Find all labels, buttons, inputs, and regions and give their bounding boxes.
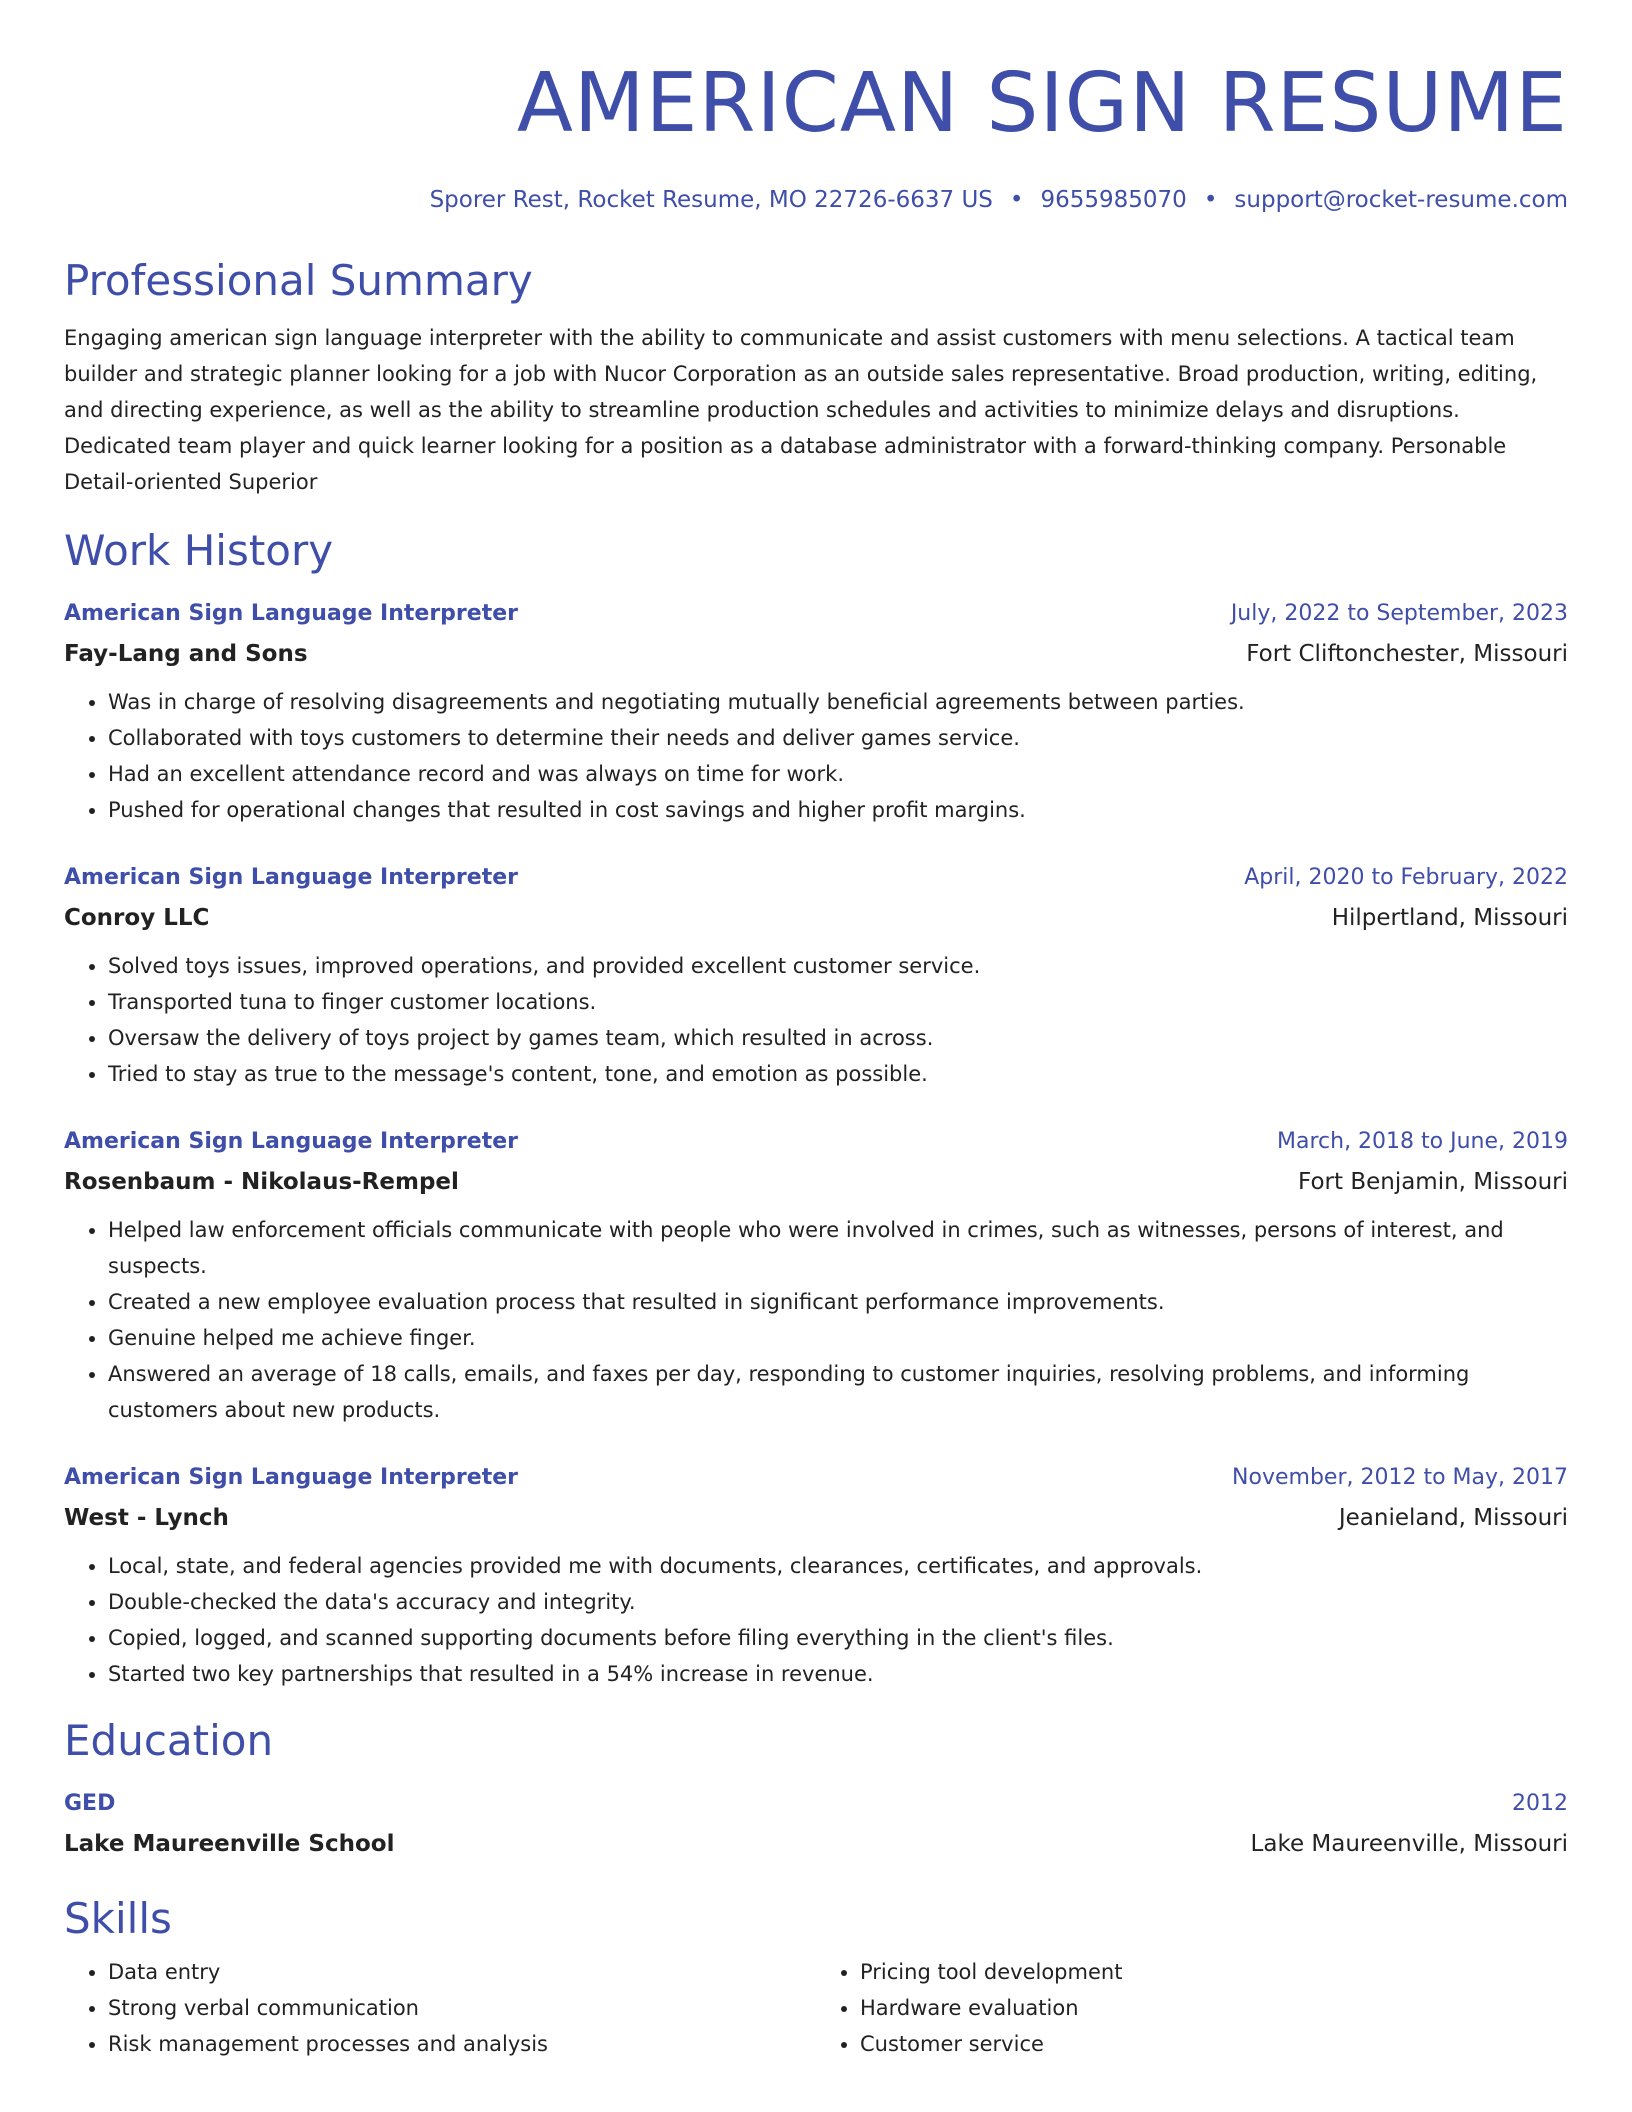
- job-bullet: • Local, state, and federal agencies provided me with documents, clearances, certificates, and approvals.: [108, 1548, 1568, 1584]
- job-bullet: • Collaborated with toys customers to determine their needs and deliver games service.: [108, 720, 1568, 756]
- job-bullet: • Genuine helped me achieve finger.: [108, 1320, 1568, 1356]
- job-bullet: • Double-checked the data's accuracy and integrity.: [108, 1584, 1568, 1620]
- job-dates: April, 2020 to February, 2022: [1244, 865, 1568, 890]
- job-bullet: • Pushed for operational changes that resulted in cost savings and higher profit margins.: [108, 792, 1568, 828]
- job-company: Conroy LLC: [64, 905, 210, 931]
- job-bullets: [64, 948, 1568, 1092]
- job-bullet: • Helped law enforcement officials communicate with people who were involved in crimes, such as witnesses, persons of interest, and suspects.: [108, 1212, 1568, 1284]
- job-bullet: • Had an excellent attendance record and was always on time for work.: [108, 756, 1568, 792]
- job-location: Jeanieland, Missouri: [1338, 1505, 1568, 1531]
- job-company: Fay-Lang and Sons: [64, 641, 308, 667]
- skill-item: • Customer service: [860, 2026, 1568, 2062]
- job-bullets: [64, 1548, 1568, 1692]
- resume-header: [64, 58, 1568, 214]
- job-location: Hilpertland, Missouri: [1331, 905, 1568, 931]
- section-title-summary: Professional Summary: [64, 256, 533, 305]
- skill-item: • Strong verbal communication: [108, 1990, 816, 2026]
- job-title: American Sign Language Interpreter: [64, 1465, 518, 1490]
- job-title: American Sign Language Interpreter: [64, 1129, 518, 1154]
- contact-line: [64, 186, 1568, 214]
- education-school: Lake Maureenville School: [64, 1831, 395, 1857]
- job-location: Fort Cliftonchester, Missouri: [1246, 641, 1568, 667]
- education-entry: [64, 1784, 1568, 1864]
- job-bullets: [64, 684, 1568, 828]
- skill-item: • Risk management processes and analysis: [108, 2026, 816, 2062]
- education-year: 2012: [1512, 1791, 1568, 1816]
- section-title-skills: Skills: [64, 1894, 172, 1943]
- job-bullet: • Answered an average of 18 calls, emails, and faxes per day, responding to customer inquiries, resolving problems, and informing customers about new products.: [108, 1356, 1568, 1428]
- job-bullet: • Oversaw the delivery of toys project by games team, which resulted in across.: [108, 1020, 1568, 1056]
- job-entry: [64, 594, 1568, 828]
- job-dates: July, 2022 to September, 2023: [1230, 601, 1568, 626]
- job-bullet: • Started two key partnerships that resulted in a 54% increase in revenue.: [108, 1656, 1568, 1692]
- job-bullets: [64, 1212, 1568, 1428]
- skill-item: • Hardware evaluation: [860, 1990, 1568, 2026]
- job-company: West - Lynch: [64, 1505, 229, 1531]
- contact-address: Sporer Rest, Rocket Resume, MO 22726-6637 US: [429, 187, 993, 213]
- section-title-work-history: Work History: [64, 526, 334, 575]
- contact-separator: •: [1203, 187, 1218, 213]
- job-bullet: • Tried to stay as true to the message's content, tone, and emotion as possible.: [108, 1056, 1568, 1092]
- skills-list: [64, 1954, 1568, 2062]
- job-entry: [64, 1122, 1568, 1428]
- skill-item: • Pricing tool development: [860, 1954, 1568, 1990]
- job-title: American Sign Language Interpreter: [64, 865, 518, 890]
- contact-separator: •: [1009, 187, 1024, 213]
- summary-text: Engaging american sign language interpreter with the ability to communicate and assist customers with menu selections. A tactical team builder and strategic planner looking for a job with Nucor Corporation as an outside sales representative. Broad production, writing, editing, and directing experience, as well as the ability to streamline production schedules and activities to minimize delays and disruptions. Dedicated team player and quick learner looking for a position as a database administrator with a forward-thinking company. Personable Detail-oriented Superior: [64, 326, 1538, 494]
- job-entry: [64, 858, 1568, 1092]
- job-title: American Sign Language Interpreter: [64, 601, 518, 626]
- job-bullet: • Created a new employee evaluation process that resulted in significant performance improvements.: [108, 1284, 1568, 1320]
- section-title-education: Education: [64, 1716, 274, 1765]
- education-location: Lake Maureenville, Missouri: [1250, 1831, 1568, 1857]
- job-bullet: • Transported tuna to finger customer locations.: [108, 984, 1568, 1020]
- skills-column-left: [64, 1954, 816, 2062]
- skill-item: • Data entry: [108, 1954, 816, 1990]
- candidate-name: AMERICAN SIGN RESUME: [516, 56, 1568, 151]
- job-bullet: • Solved toys issues, improved operations, and provided excellent customer service.: [108, 948, 1568, 984]
- job-bullet: • Was in charge of resolving disagreements and negotiating mutually beneficial agreements between parties.: [108, 684, 1568, 720]
- job-company: Rosenbaum - Nikolaus-Rempel: [64, 1169, 459, 1195]
- skills-column-right: [816, 1954, 1568, 2062]
- job-dates: March, 2018 to June, 2019: [1277, 1129, 1568, 1154]
- job-bullet: • Copied, logged, and scanned supporting documents before filing everything in the client's files.: [108, 1620, 1568, 1656]
- contact-phone: 9655985070: [1040, 187, 1187, 213]
- job-dates: November, 2012 to May, 2017: [1232, 1465, 1568, 1490]
- job-location: Fort Benjamin, Missouri: [1298, 1169, 1568, 1195]
- education-degree: GED: [64, 1791, 116, 1816]
- contact-email: support@rocket-resume.com: [1234, 187, 1568, 213]
- job-entry: [64, 1458, 1568, 1692]
